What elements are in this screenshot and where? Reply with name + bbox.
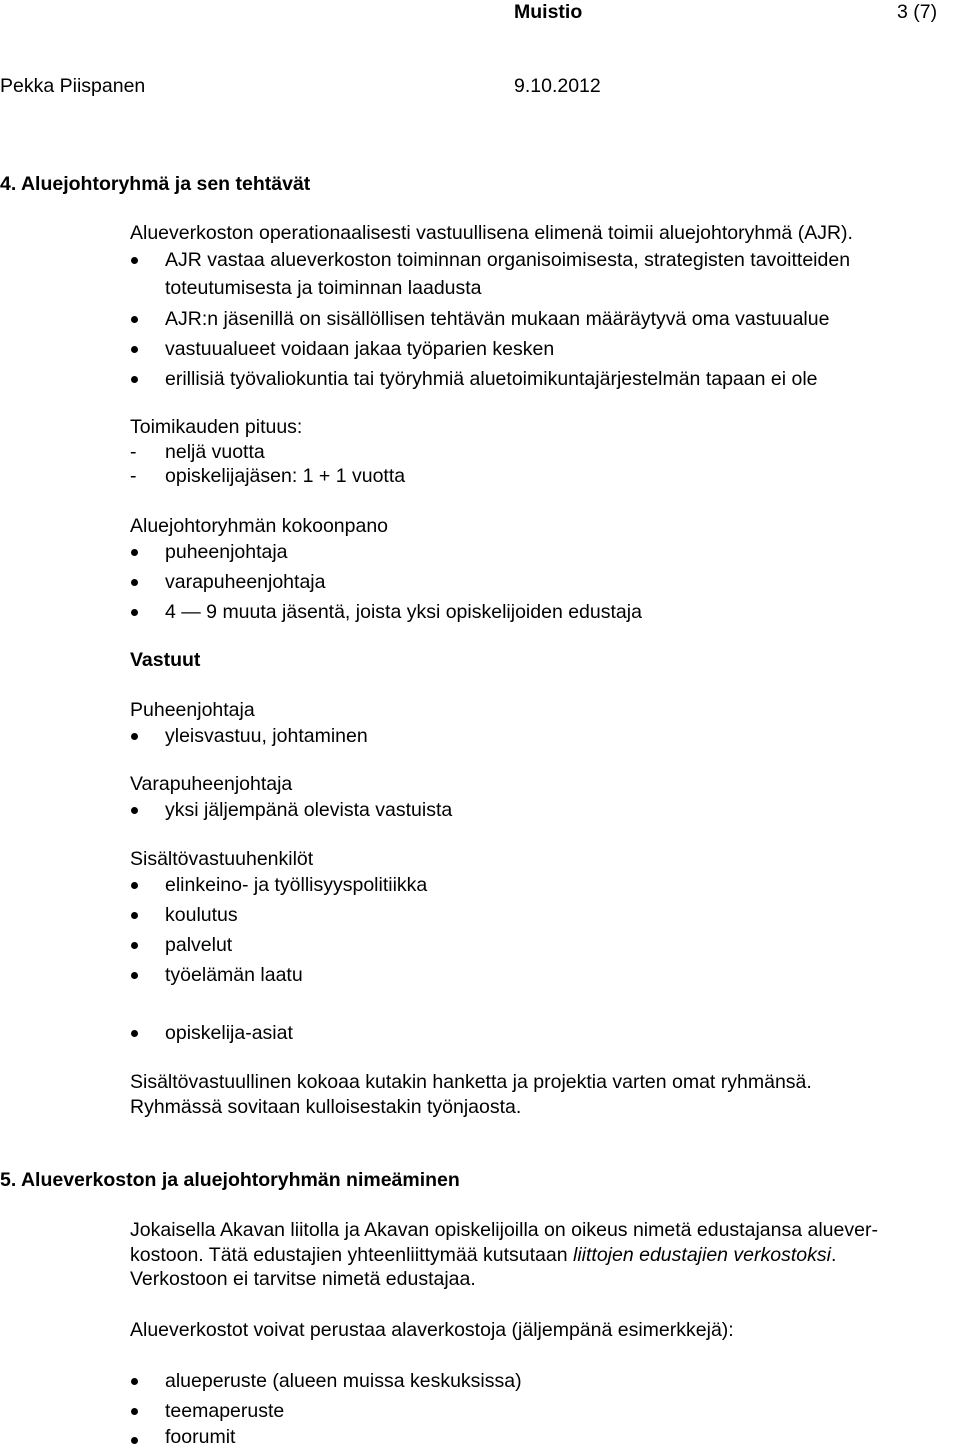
list-item: erillisiä työvaliokuntia tai työryhmiä aluetoimikuntajärjestelmän tapaan ei ole — [165, 368, 818, 390]
bullet-icon — [131, 316, 138, 323]
term-title: Toimikauden pituus: — [130, 416, 303, 438]
list-item-continuation: toteutumisesta ja toiminnan laadusta — [165, 277, 482, 299]
section-5-heading: 5. Alueverkoston ja aluejohtoryhmän nimeäminen — [0, 1169, 460, 1191]
content-owners-title: Sisältövastuuhenkilöt — [130, 848, 314, 870]
bullet-icon — [131, 549, 138, 556]
bullet-icon — [131, 609, 138, 616]
page-number: 3 (7) — [897, 1, 938, 23]
list-item: varapuheenjohtaja — [165, 571, 326, 593]
bullet-icon — [131, 807, 138, 814]
list-item: koulutus — [165, 904, 238, 926]
author: Pekka Piispanen — [0, 75, 146, 97]
list-item: teemaperuste — [165, 1400, 285, 1422]
document-type: Muistio — [514, 1, 583, 23]
section-4-intro: Alueverkoston operationaalisesti vastuullisena elimenä toimii aluejohtoryhmä (AJR). — [130, 222, 853, 244]
dash-marker: - — [130, 465, 137, 487]
responsibilities-title: Vastuut — [130, 649, 201, 671]
closing-text: Sisältövastuullinen kokoaa kutakin hanketta ja projektia varten omat ryhmänsä. — [130, 1071, 812, 1093]
bullet-icon — [131, 733, 138, 740]
list-item: 4 — 9 muuta jäsentä, joista yksi opiskelijoiden edustaja — [165, 601, 642, 623]
dash-marker: - — [130, 441, 137, 463]
list-item: yleisvastuu, johtaminen — [165, 725, 368, 747]
list-item: AJR vastaa alueverkoston toiminnan organisoimisesta, strategisten tavoitteiden — [165, 249, 851, 271]
term-item: opiskelijajäsen: 1 + 1 vuotta — [165, 465, 406, 487]
bullet-icon — [131, 1030, 138, 1037]
list-item: AJR:n jäsenillä on sisällöllisen tehtävän mukaan määräytyvä oma vastuualue — [165, 308, 830, 330]
bullet-icon — [131, 257, 138, 264]
bullet-icon — [131, 972, 138, 979]
bullet-icon — [131, 942, 138, 949]
list-item: vastuualueet voidaan jakaa työparien kesken — [165, 338, 555, 360]
list-item: alueperuste (alueen muissa keskuksissa) — [165, 1370, 522, 1392]
paragraph-line: Verkostoon ei tarvitse nimetä edustajaa. — [130, 1268, 476, 1290]
list-item: opiskelija-asiat — [165, 1022, 293, 1044]
document-date: 9.10.2012 — [514, 75, 601, 97]
bullet-icon — [131, 1408, 138, 1415]
list-item: yksi jäljempänä olevista vastuista — [165, 799, 453, 821]
bullet-icon — [131, 1378, 138, 1385]
list-item: elinkeino- ja työllisyyspolitiikka — [165, 874, 428, 896]
vice-chair-title: Varapuheenjohtaja — [130, 773, 293, 795]
bullet-icon — [131, 912, 138, 919]
list-item: puheenjohtaja — [165, 541, 288, 563]
list-item: foorumit — [165, 1426, 236, 1448]
section-4-heading: 4. Aluejohtoryhmä ja sen tehtävät — [0, 173, 311, 195]
composition-title: Aluejohtoryhmän kokoonpano — [130, 515, 389, 537]
chair-title: Puheenjohtaja — [130, 699, 255, 721]
bullet-icon — [131, 882, 138, 889]
paragraph-line: Alueverkostot voivat perustaa alaverkostoja (jäljempänä esimerkkejä): — [130, 1319, 734, 1341]
emphasized-term: liittojen edustajien verkostoksi — [573, 1244, 831, 1266]
list-item: palvelut — [165, 934, 233, 956]
paragraph-text: . — [830, 1244, 837, 1266]
paragraph-line — [130, 1243, 836, 1267]
bullet-icon — [131, 376, 138, 383]
bullet-icon — [131, 1437, 138, 1444]
paragraph-text: kostoon. Tätä edustajien yhteenliittymää kutsutaan — [130, 1244, 573, 1266]
bullet-icon — [131, 579, 138, 586]
list-item: työelämän laatu — [165, 964, 303, 986]
bullet-icon — [131, 346, 138, 353]
closing-text: Ryhmässä sovitaan kulloisestakin työnjaosta. — [130, 1096, 522, 1118]
term-item: neljä vuotta — [165, 441, 265, 463]
paragraph-line: Jokaisella Akavan liitolla ja Akavan opiskelijoilla on oikeus nimetä edustajansa aluever- — [130, 1219, 878, 1241]
